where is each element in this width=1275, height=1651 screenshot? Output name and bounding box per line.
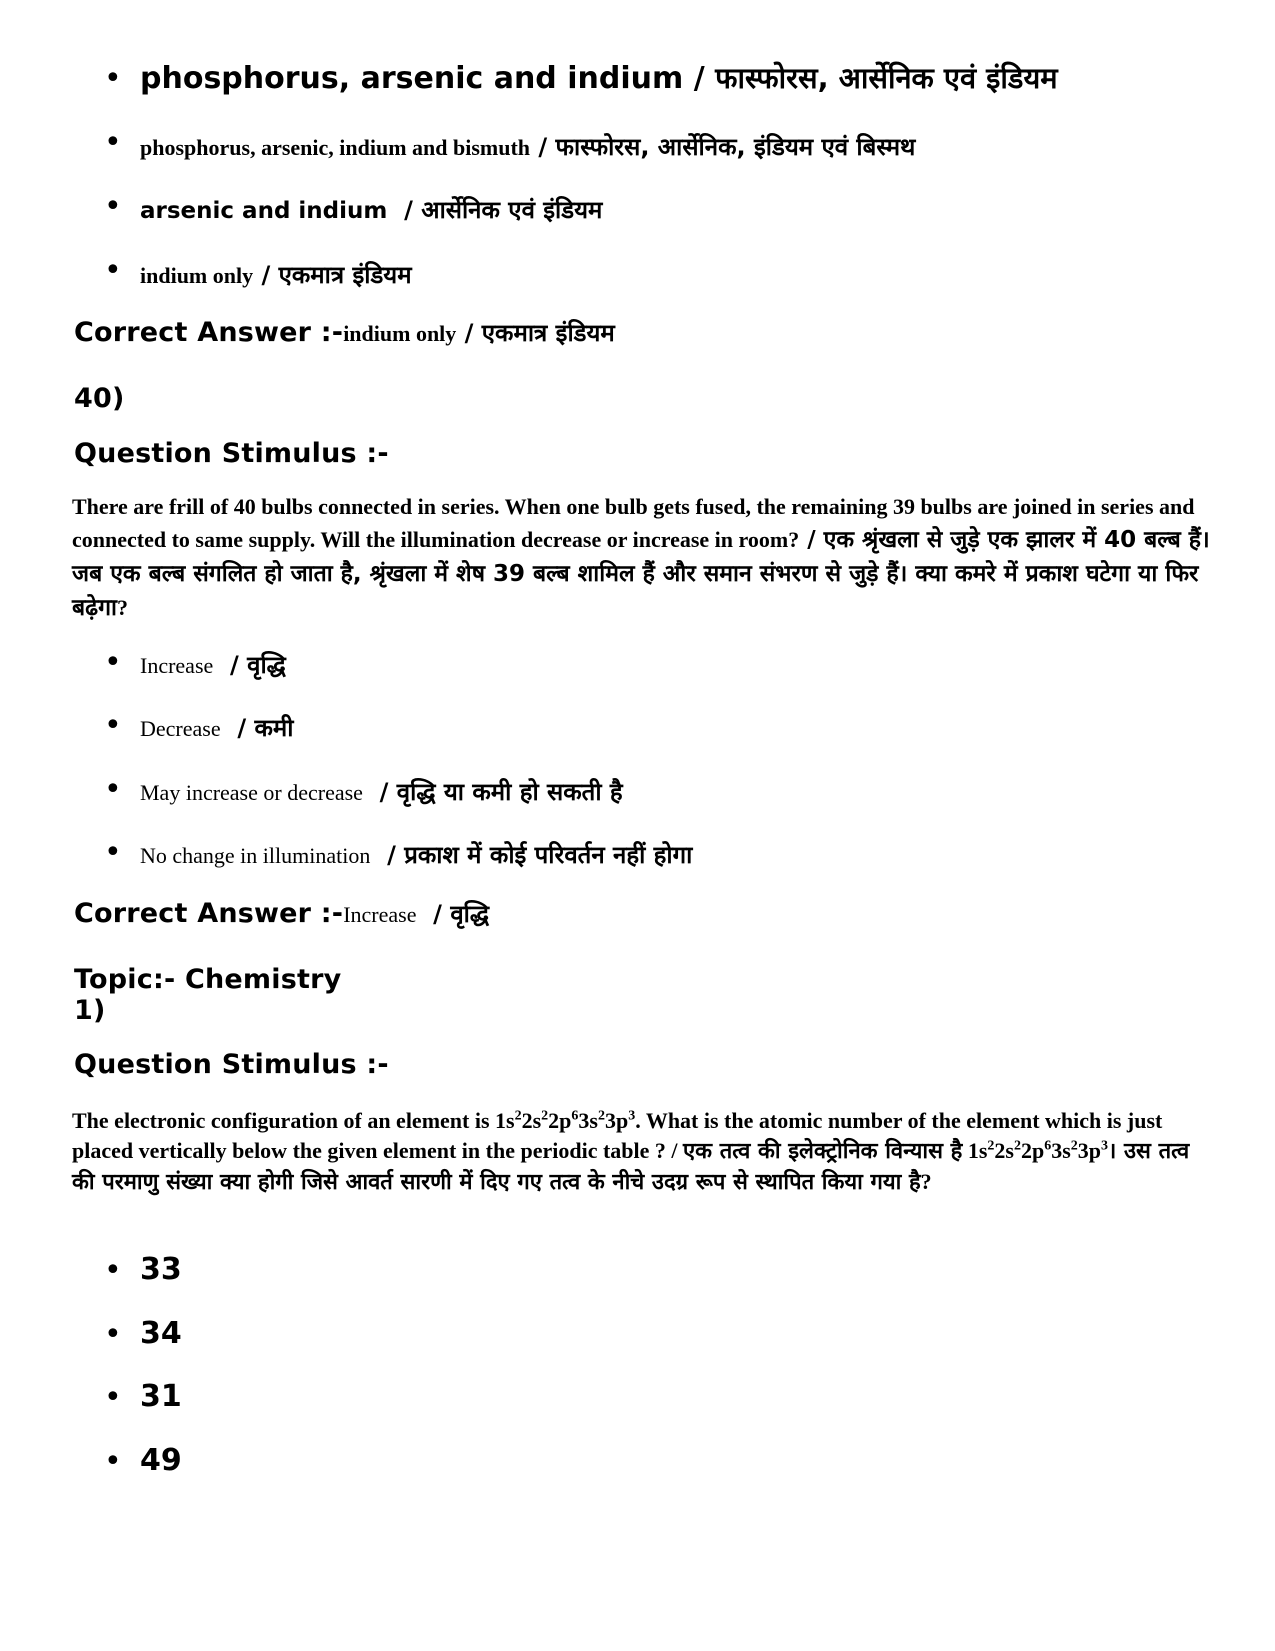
question-stimulus-text: There are frill of 40 bulbs connected in series. When one bulb gets fused, the remaining 39 bulbs are joined in series and connected to same supply. Will the illumination decrease or increase in room? / एक श्रृंखला से जुड़े एक झालर में 40 बल्ब हैं। जब एक बल्ब संगलित हो जाता है, श्रृंखला में शेष 39 बल्ब शामिल हैं और समान संभरण से जुड़े हैं। क्या कमरे में प्रकाश घटेगा या फिर बढ़ेगा? bbox=[72, 494, 1210, 621]
chem-option-2[interactable]: 34 bbox=[140, 1316, 182, 1351]
orbital-label: 3p bbox=[1077, 1138, 1101, 1163]
bullet-icon: • bbox=[104, 1380, 122, 1415]
question-stimulus-label: Question Stimulus :- bbox=[74, 438, 389, 469]
orbital-label: 1s bbox=[495, 1108, 515, 1133]
chem-option-4[interactable]: 49 bbox=[140, 1443, 182, 1478]
q39-option-3[interactable]: arsenic and indium / आर्सेनिक एवं इंडियम bbox=[140, 196, 603, 224]
electron-count: 2 bbox=[541, 1108, 549, 1124]
question-stimulus-label: Question Stimulus :- bbox=[74, 1049, 389, 1080]
bullet-icon: • bbox=[104, 125, 122, 160]
bullet-icon: • bbox=[104, 1317, 122, 1352]
orbital-label: 3s bbox=[578, 1108, 598, 1133]
electron-configuration bbox=[968, 1138, 1108, 1163]
bullet-icon: • bbox=[104, 1253, 122, 1288]
topic-heading: Topic:- Chemistry bbox=[74, 964, 342, 995]
orbital-label: 2p bbox=[1020, 1138, 1045, 1163]
question-number: 1) bbox=[74, 995, 106, 1026]
orbital-label: 3p bbox=[604, 1108, 629, 1133]
q39-correct-answer: Correct Answer :-indium only / एकमात्र इंडियम bbox=[74, 317, 615, 348]
q39-option-1[interactable]: phosphorus, arsenic and indium / फास्फोरस, आर्सेनिक एवं इंडियम bbox=[140, 61, 1058, 96]
orbital-label: 2s bbox=[521, 1108, 542, 1133]
orbital-label: 2p bbox=[548, 1108, 572, 1133]
bullet-icon: • bbox=[104, 61, 122, 96]
bullet-icon: • bbox=[104, 1444, 122, 1479]
bullet-icon: • bbox=[104, 253, 122, 288]
electron-count: 2 bbox=[1070, 1138, 1078, 1154]
bullet-icon: • bbox=[104, 708, 122, 743]
bullet-icon: • bbox=[104, 645, 122, 680]
question-stimulus-text: The electronic configuration of an element is $1s^22s^22p^63s^23p^3$. What is the atomic number of the element which is just placed vertically below the given element in the periodic table ? / एक तत्व की इलेक्ट्रोनिक विन्यास है $1s^22s^22p^63s^23p^3।$ उस तत्व की परमाणु संख्या क्या होगी जिसे आवर्त सारणी में दिए गए तत्व के नीचे उदग्र रूप से स्थापित किया गया है? bbox=[72, 1108, 1190, 1195]
q39-option-4[interactable]: indium only / एकमात्र इंडियम bbox=[140, 261, 412, 289]
q40-option-2[interactable]: Decrease / कमी bbox=[140, 714, 294, 742]
q40-correct-answer: Correct Answer :-Increase / वृद्धि bbox=[74, 898, 490, 929]
bullet-icon: • bbox=[104, 189, 122, 224]
electron-count: 2 bbox=[597, 1108, 605, 1124]
orbital-label: 2s bbox=[994, 1138, 1014, 1163]
question-number: 40) bbox=[74, 383, 125, 414]
electron-count: 3 bbox=[628, 1108, 636, 1124]
q39-option-2[interactable]: phosphorus, arsenic, indium and bismuth / फास्फोरस, आर्सेनिक, इंडियम एवं बिस्मथ bbox=[140, 133, 916, 161]
q40-option-4[interactable]: No change in illumination / प्रकाश में कोई परिवर्तन नहीं होगा bbox=[140, 841, 693, 869]
electron-count: 6 bbox=[571, 1108, 579, 1124]
orbital-label: 1s bbox=[967, 1138, 988, 1163]
electron-count: 6 bbox=[1044, 1138, 1052, 1154]
electron-count: 2 bbox=[1013, 1138, 1021, 1154]
bullet-icon: • bbox=[104, 772, 122, 807]
chem-option-1[interactable]: 33 bbox=[140, 1252, 182, 1287]
q40-option-1[interactable]: Increase / वृद्धि bbox=[140, 651, 286, 679]
electron-count: 3 bbox=[1101, 1138, 1108, 1154]
bullet-icon: • bbox=[104, 835, 122, 870]
electron-count: 2 bbox=[987, 1138, 995, 1154]
orbital-label: 3s bbox=[1051, 1138, 1071, 1163]
chem-option-3[interactable]: 31 bbox=[140, 1379, 182, 1414]
electron-configuration bbox=[495, 1108, 635, 1133]
q40-option-3[interactable]: May increase or decrease / वृद्धि या कमी हो सकती है bbox=[140, 778, 623, 806]
electron-count: 2 bbox=[514, 1108, 522, 1124]
